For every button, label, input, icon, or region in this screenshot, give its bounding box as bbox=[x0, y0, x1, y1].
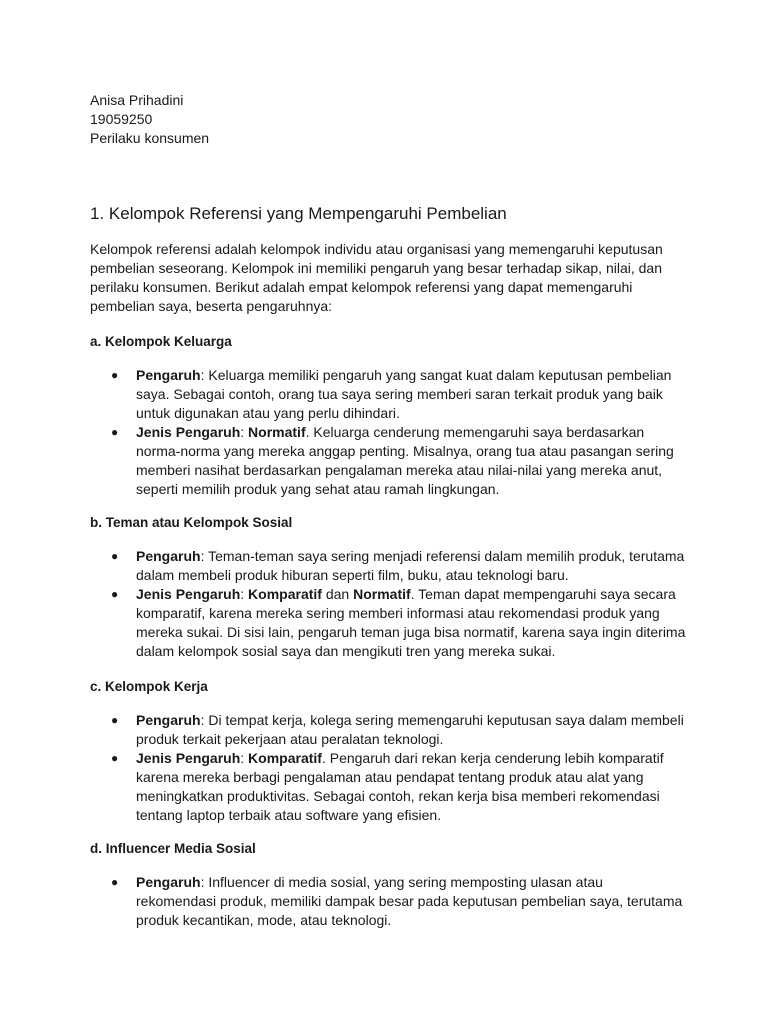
bullet-icon: ● bbox=[111, 587, 119, 601]
group-heading-teman: b. Teman atau Kelompok Sosial bbox=[90, 515, 293, 530]
bullet-label: Jenis Pengaruh bbox=[136, 424, 241, 440]
influence-type: Normatif bbox=[353, 586, 411, 602]
bullet-label: Jenis Pengaruh bbox=[136, 750, 241, 766]
bullet-label: Jenis Pengaruh bbox=[136, 586, 241, 602]
bullet-label: Pengaruh bbox=[136, 874, 201, 890]
bullet-icon: ● bbox=[111, 425, 119, 439]
influence-type: Komparatif bbox=[248, 586, 322, 602]
bullet-label: Pengaruh bbox=[136, 548, 201, 564]
group-list-influencer bbox=[90, 873, 690, 930]
influence-type: Komparatif bbox=[248, 750, 322, 766]
list-item: ● Jenis Pengaruh: Komparatif dan Normatif. Teman dapat mempengaruhi saya secara komparatif, karena mereka sering memberi informasi atau rekomendasi produk yang mereka sukai. Di sisi lain, pengaruh teman juga bisa normatif, karena saya ingin diterima dalam kelompok sosial saya dan mengikuti tren yang mereka sukai. bbox=[111, 586, 686, 659]
author-header bbox=[90, 91, 209, 148]
intro-line: perilaku konsumen. Berikut adalah empat kelompok referensi yang dapat memengaruhi bbox=[90, 279, 633, 295]
intro-line: Kelompok referensi adalah kelompok individu atau organisasi yang memengaruhi keputusan bbox=[90, 241, 663, 257]
bullet-icon: ● bbox=[111, 368, 119, 382]
list-item: ● Pengaruh: Influencer di media sosial, yang sering memposting ulasan atau rekomendasi produk, memiliki dampak besar pada keputusan pembelian saya, terutama produk kecantikan, mode, atau teknologi. bbox=[111, 874, 683, 928]
intro-line: pembelian seseorang. Kelompok ini memiliki pengaruh yang besar terhadap sikap, nilai, dan bbox=[90, 260, 663, 276]
group-list-teman bbox=[90, 547, 690, 661]
intro-paragraph bbox=[90, 240, 700, 316]
bullet-icon: ● bbox=[111, 713, 119, 727]
list-item: ● Jenis Pengaruh: Komparatif. Pengaruh dari rekan kerja cenderung lebih komparatif karena mereka berbagi pengalaman atau pendapat tentang produk atau alat yang meningkatkan produktivitas. Sebagai contoh, rekan kerja bisa memberi rekomendasi tentang laptop terbaik atau software yang efisien. bbox=[111, 750, 664, 823]
bullet-icon: ● bbox=[111, 875, 119, 889]
group-heading-keluarga: a. Kelompok Keluarga bbox=[90, 334, 232, 349]
group-list-keluarga bbox=[90, 366, 690, 499]
author-name: Anisa Prihadini bbox=[90, 92, 184, 108]
list-item: ● Pengaruh: Keluarga memiliki pengaruh yang sangat kuat dalam keputusan pembelian saya. Sebagai contoh, orang tua saya sering memberi saran terkait produk yang baik untuk digunakan atau yang perlu dihindari. bbox=[111, 367, 672, 421]
group-heading-kerja: c. Kelompok Kerja bbox=[90, 679, 208, 694]
course-name: Perilaku konsumen bbox=[90, 130, 210, 146]
student-id: 19059250 bbox=[90, 111, 153, 127]
influence-type: Normatif bbox=[248, 424, 306, 440]
list-item: ● Jenis Pengaruh: Normatif. Keluarga cenderung memengaruhi saya berdasarkan norma-norma yang mereka anggap penting. Misalnya, orang tua atau pasangan sering memberi nasihat berdasarkan pengalaman mereka atau nilai-nilai yang mereka anut, seperti memilih produk yang sehat atau ramah lingkungan. bbox=[111, 424, 674, 497]
bullet-label: Pengaruh bbox=[136, 367, 201, 383]
list-item: ● Pengaruh: Teman-teman saya sering menjadi referensi dalam memilih produk, terutama dalam membeli produk hiburan seperti film, buku, atau teknologi baru. bbox=[111, 548, 685, 583]
bullet-icon: ● bbox=[111, 751, 119, 765]
list-item: ● Pengaruh: Di tempat kerja, kolega sering memengaruhi keputusan saya dalam membeli produk terkait pekerjaan atau peralatan teknologi. bbox=[111, 712, 684, 747]
intro-line: pembelian saya, beserta pengaruhnya: bbox=[90, 298, 333, 314]
section-title: 1. Kelompok Referensi yang Mempengaruhi Pembelian bbox=[90, 204, 507, 223]
bullet-icon: ● bbox=[111, 549, 119, 563]
group-heading-influencer: d. Influencer Media Sosial bbox=[90, 841, 256, 856]
bullet-label: Pengaruh bbox=[136, 712, 201, 728]
group-list-kerja bbox=[90, 711, 690, 825]
